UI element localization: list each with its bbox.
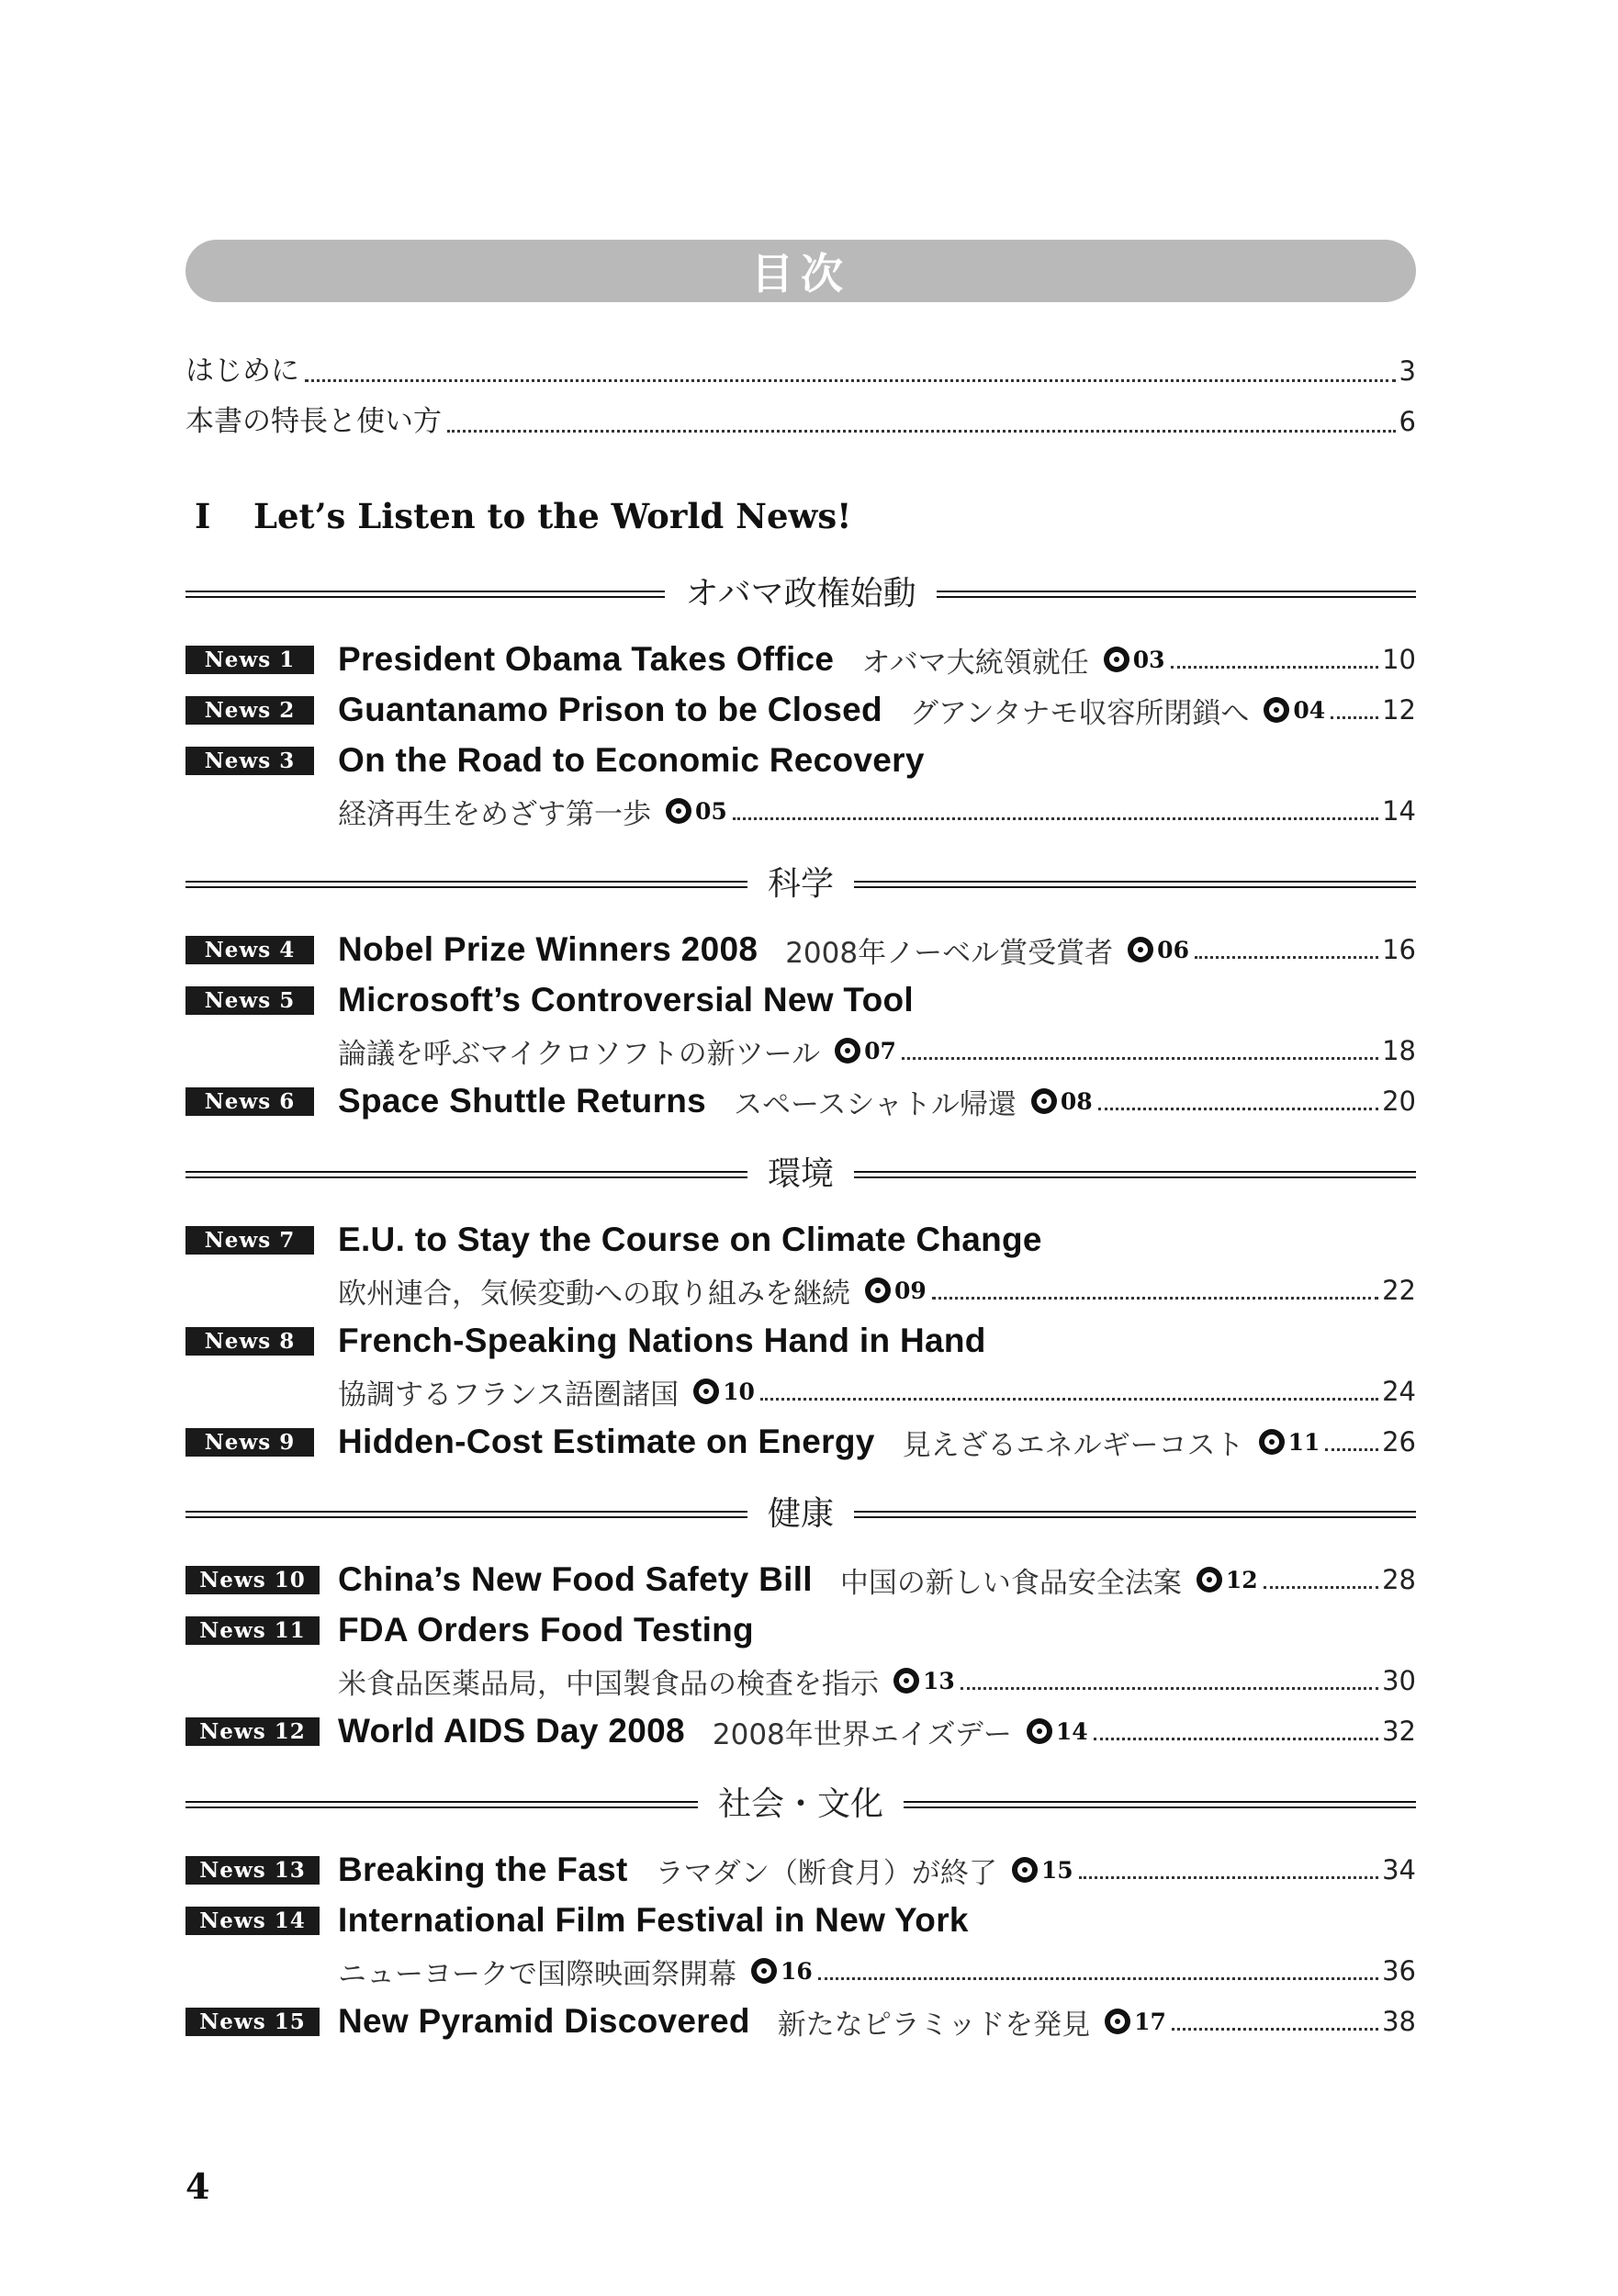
news-badge: News 7	[185, 1226, 314, 1255]
category-divider	[185, 1491, 1416, 1538]
news-entry[interactable]	[185, 1317, 1416, 1365]
cd-icon	[1259, 1429, 1285, 1455]
news-title-jp: オバマ大統領就任	[861, 646, 1089, 680]
page-number: 30	[1382, 1665, 1416, 1696]
news-entry-subline[interactable]	[185, 1027, 1416, 1075]
audio-track	[1031, 1088, 1093, 1115]
page-number: 12	[1382, 694, 1416, 726]
news-entry[interactable]	[185, 926, 1416, 974]
cd-icon	[1031, 1088, 1057, 1114]
track-number: 15	[1040, 1856, 1073, 1884]
front-matter-entry[interactable]	[185, 396, 1416, 442]
track-number: 03	[1132, 646, 1165, 673]
track-number: 12	[1225, 1566, 1258, 1593]
double-rule	[185, 881, 747, 888]
folio-page-number: 4	[185, 2166, 210, 2207]
news-title: China’s New Food Safety Bill	[338, 1560, 813, 1598]
dot-leader	[1325, 1446, 1378, 1451]
track-number: 08	[1060, 1087, 1093, 1115]
news-badge: News 15	[185, 2008, 320, 2036]
cd-icon	[835, 1038, 860, 1064]
category-label: 科学	[768, 865, 835, 903]
news-badge: News 14	[185, 1907, 320, 1935]
page-number: 6	[1399, 406, 1416, 437]
part-number: I	[195, 496, 211, 536]
dot-leader	[305, 377, 1396, 382]
page-number: 32	[1382, 1716, 1416, 1747]
dot-leader	[733, 816, 1378, 820]
audio-track	[1105, 2009, 1166, 2035]
dot-leader	[1172, 2026, 1378, 2031]
dot-leader	[1171, 664, 1379, 669]
audio-track	[1012, 1857, 1073, 1884]
news-entry-subline[interactable]	[185, 787, 1416, 835]
cd-icon	[1027, 1718, 1052, 1744]
news-title-jp: 欧州連合，気候変動への取り組みを継続	[338, 1277, 850, 1311]
news-title-jp: グアンタナモ収容所閉鎖へ	[909, 696, 1250, 730]
news-title-jp: ラマダン（断食月）が終了	[655, 1856, 997, 1890]
news-entry-subline[interactable]	[185, 1266, 1416, 1314]
news-entry[interactable]	[185, 1418, 1416, 1466]
news-badge: News 10	[185, 1566, 320, 1594]
news-title: Space Shuttle Returns	[338, 1082, 707, 1120]
double-rule	[937, 591, 1416, 598]
dot-leader	[961, 1685, 1378, 1690]
track-number: 06	[1157, 936, 1189, 963]
news-title: E.U. to Stay the Course on Climate Change	[338, 1221, 1042, 1258]
part-heading	[195, 496, 851, 536]
audio-track	[893, 1668, 955, 1694]
audio-track	[1197, 1567, 1258, 1593]
cd-icon	[865, 1277, 891, 1303]
news-entry[interactable]	[185, 1846, 1416, 1894]
news-entry[interactable]	[185, 1998, 1416, 2045]
news-title-jp: ニューヨークで国際映画祭開幕	[338, 1957, 736, 1991]
double-rule	[185, 1171, 747, 1178]
news-entry[interactable]	[185, 976, 1416, 1024]
page-number: 18	[1382, 1035, 1416, 1066]
double-rule	[185, 591, 665, 598]
news-title: FDA Orders Food Testing	[338, 1611, 754, 1649]
entry-label: はじめに	[185, 355, 299, 388]
page-number: 38	[1382, 2006, 1416, 2037]
news-title-jp: 2008年ノーベル賞受賞者	[785, 936, 1114, 970]
news-badge: News 11	[185, 1616, 320, 1645]
page-number: 10	[1382, 644, 1416, 675]
news-title: New Pyramid Discovered	[338, 2002, 750, 2040]
news-title: Hidden-Cost Estimate on Energy	[338, 1423, 875, 1460]
news-title: Breaking the Fast	[338, 1851, 628, 1888]
page-number: 34	[1382, 1854, 1416, 1885]
dot-leader	[1264, 1584, 1378, 1589]
double-rule	[904, 1801, 1416, 1808]
track-number: 17	[1134, 2008, 1166, 2035]
dot-leader	[1079, 1874, 1378, 1879]
page-number: 22	[1382, 1275, 1416, 1306]
category-divider	[185, 1781, 1416, 1829]
audio-track	[1259, 1429, 1320, 1456]
page-number: 14	[1382, 795, 1416, 827]
track-number: 11	[1287, 1428, 1320, 1456]
news-title-jp: スペースシャトル帰還	[734, 1087, 1017, 1121]
cd-icon	[1264, 697, 1289, 723]
cd-icon	[751, 1958, 777, 1984]
news-title: International Film Festival in New York	[338, 1901, 969, 1939]
news-badge: News 4	[185, 936, 314, 964]
dot-leader	[902, 1055, 1378, 1060]
news-entry-subline[interactable]	[185, 1657, 1416, 1705]
news-title-jp: 協調するフランス語圏諸国	[338, 1378, 680, 1412]
news-badge: News 2	[185, 696, 314, 725]
page-number: 3	[1399, 355, 1416, 387]
page-title: 目次	[751, 249, 850, 298]
news-badge: News 6	[185, 1087, 314, 1116]
audio-track	[1027, 1718, 1088, 1745]
category-divider	[185, 1151, 1416, 1199]
audio-track	[693, 1379, 755, 1405]
dot-leader	[1195, 954, 1378, 959]
toc-title-bar	[185, 240, 1416, 302]
audio-track	[835, 1038, 896, 1064]
news-title: Nobel Prize Winners 2008	[338, 930, 758, 968]
cd-icon	[1012, 1857, 1038, 1883]
category-label: 健康	[768, 1495, 835, 1533]
double-rule	[854, 1171, 1416, 1178]
news-entry[interactable]	[185, 636, 1416, 683]
dot-leader	[1098, 1106, 1378, 1110]
track-number: 05	[695, 797, 727, 825]
news-entry[interactable]	[185, 1077, 1416, 1125]
cd-icon	[1197, 1567, 1222, 1593]
cd-icon	[1128, 937, 1153, 962]
page-number: 16	[1382, 934, 1416, 965]
news-title-jp: 見えざるエネルギーコスト	[902, 1428, 1244, 1462]
double-rule	[185, 1511, 747, 1518]
dot-leader	[1094, 1736, 1378, 1740]
news-entry[interactable]	[185, 686, 1416, 734]
page-number: 36	[1382, 1955, 1416, 1986]
news-badge: News 9	[185, 1428, 314, 1457]
news-title: Guantanamo Prison to be Closed	[338, 691, 882, 728]
track-number: 04	[1293, 696, 1326, 724]
track-number: 10	[723, 1378, 755, 1405]
category-label: 環境	[768, 1155, 835, 1193]
news-title-jp: 論議を呼ぶマイクロソフトの新ツール	[338, 1037, 821, 1071]
dot-leader	[932, 1295, 1378, 1300]
news-title-jp: 経済再生をめざす第一歩	[338, 797, 651, 831]
track-number: 13	[923, 1667, 955, 1694]
news-entry-subline[interactable]	[185, 1367, 1416, 1415]
dot-leader	[818, 1975, 1378, 1980]
category-divider	[185, 570, 1416, 618]
track-number: 14	[1055, 1717, 1088, 1745]
audio-track	[1264, 697, 1325, 724]
double-rule	[854, 881, 1416, 888]
news-title-jp: 2008年世界エイズデー	[712, 1717, 1012, 1751]
part-title: Let’s Listen to the World News!	[253, 496, 852, 536]
news-badge: News 1	[185, 646, 314, 674]
entry-label: 本書の特長と使い方	[185, 405, 442, 438]
audio-track	[1128, 937, 1189, 963]
category-divider	[185, 861, 1416, 908]
news-entry[interactable]	[185, 1556, 1416, 1604]
cd-icon	[693, 1379, 719, 1404]
news-badge: News 8	[185, 1327, 314, 1356]
news-badge: News 5	[185, 986, 314, 1015]
news-badge: News 13	[185, 1856, 320, 1885]
cd-icon	[1104, 647, 1129, 672]
news-entry[interactable]	[185, 1896, 1416, 1944]
news-title: French-Speaking Nations Hand in Hand	[338, 1322, 986, 1359]
page-number: 24	[1382, 1376, 1416, 1407]
page-number: 28	[1382, 1564, 1416, 1595]
cd-icon	[666, 798, 691, 824]
page-number: 20	[1382, 1086, 1416, 1117]
audio-track	[751, 1958, 813, 1985]
category-label: 社会・文化	[718, 1785, 884, 1823]
audio-track	[666, 798, 727, 825]
news-entry[interactable]	[185, 1707, 1416, 1755]
page-number: 26	[1382, 1426, 1416, 1458]
audio-track	[1104, 647, 1165, 673]
track-number: 16	[781, 1957, 813, 1985]
double-rule	[185, 1801, 698, 1808]
cd-icon	[893, 1668, 919, 1694]
track-number: 09	[894, 1277, 927, 1304]
news-title: Microsoft’s Controversial New Tool	[338, 981, 914, 1019]
news-badge: News 12	[185, 1717, 320, 1746]
dot-leader	[447, 428, 1396, 433]
audio-track	[865, 1277, 927, 1304]
front-matter-entry[interactable]	[185, 345, 1416, 391]
double-rule	[854, 1511, 1416, 1518]
news-entry[interactable]	[185, 737, 1416, 784]
news-entry[interactable]	[185, 1216, 1416, 1264]
news-entry-subline[interactable]	[185, 1947, 1416, 1995]
news-title: World AIDS Day 2008	[338, 1712, 685, 1750]
dot-leader	[1331, 715, 1378, 719]
news-title-jp: 新たなピラミッドを発見	[777, 2008, 1091, 2042]
category-label: オバマ政権始動	[685, 575, 916, 613]
news-title-jp: 中国の新しい食品安全法案	[839, 1566, 1182, 1600]
dot-leader	[760, 1396, 1378, 1401]
news-badge: News 3	[185, 747, 314, 775]
news-title: On the Road to Economic Recovery	[338, 741, 925, 779]
news-title: President Obama Takes Office	[338, 640, 835, 678]
news-title-jp: 米食品医薬品局，中国製食品の検査を指示	[338, 1667, 879, 1701]
news-entry[interactable]	[185, 1606, 1416, 1654]
track-number: 07	[864, 1037, 896, 1064]
cd-icon	[1105, 2009, 1130, 2034]
